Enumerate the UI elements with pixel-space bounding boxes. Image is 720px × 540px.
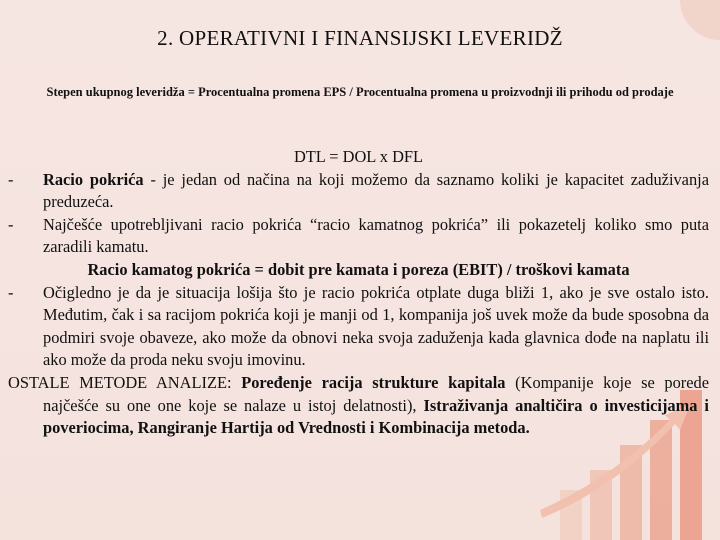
interest-coverage-formula: Racio kamatog pokrića = dobit pre kamata i poreza (EBIT) / troškovi kamata <box>87 259 630 279</box>
bullet-coverage-ratio <box>8 169 709 214</box>
bullet-dash: - <box>8 282 14 302</box>
debt-coverage-text: Očigledno je da je situacija lošija što je racio pokrića otplate duga bliži 1, ako je sve ostalo isto. Međutim, čak i sa racijom pokrića koji je manji od 1, kompanija još uvek može da bude sposobna da podmiri svoje obaveze, ako može da obnovi neka svoja zaduženja kada glavnica dođe na naplatu ili ako može da proda neku svoju imovinu. <box>43 282 709 370</box>
bullet-debt-coverage <box>8 282 709 372</box>
analyst-research-term: Istraživanja analtičira o investicijama i poveriocima, Rangiranje Hartija od Vrednosti i Kombinacija metoda. <box>43 395 709 438</box>
interest-coverage-text: Najčešće upotrebljivani racio pokrića “racio kamatnog pokrića” ili pokazetelj koliko smo puta zaradili kamatu. <box>43 214 709 257</box>
capital-structure-term: Poređenje racija strukture kapitala <box>241 372 506 392</box>
other-methods-lead: OSTALE METODE ANALIZE: <box>8 372 242 392</box>
dtl-formula: DTL = DOL x DFL <box>293 147 424 166</box>
slide-title: 2. OPERATIVNI I FINANSIJSKI LEVERIDŽ <box>157 26 563 50</box>
capital-structure-text: (Kompanije koje se porede najčešće su one one koje se nalaze u istoj delatnosti), <box>43 372 710 415</box>
total-leverage-formula: Stepen ukupnog leveridža = Procentualna promena EPS / Procentualna promena u proizvodnji ili prihodu od prodaje <box>46 85 674 99</box>
bullet-dash: - <box>8 214 14 234</box>
other-methods-paragraph <box>8 372 709 440</box>
bullet-interest-coverage <box>8 214 709 259</box>
bullet-dash: - <box>8 169 14 189</box>
coverage-ratio-text: - je jedan od načina na koji možemo da saznamo koliki je kapacitet zaduživanja preduzeća. <box>43 169 709 212</box>
coverage-ratio-term: Racio pokrića <box>43 169 144 189</box>
slide-content <box>8 146 709 440</box>
